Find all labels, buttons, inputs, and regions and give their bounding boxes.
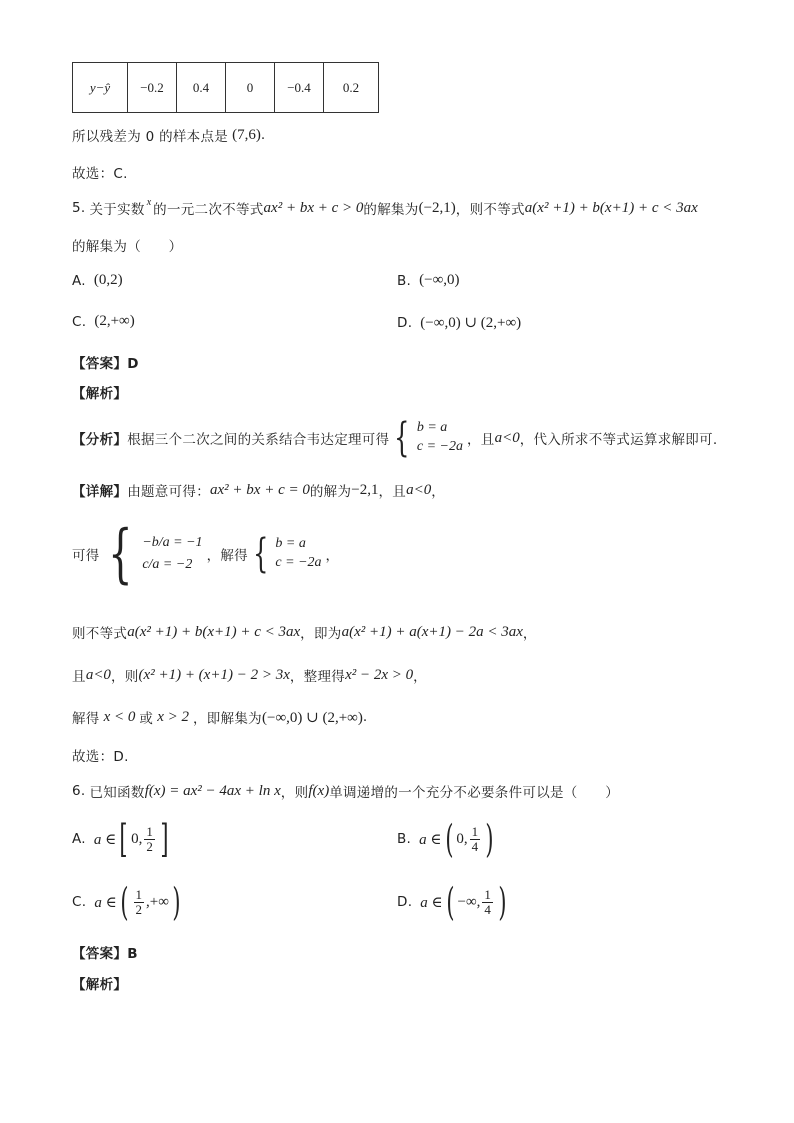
question-6-stem: 6. 已知函数 f(x) = ax² − 4ax + ln x ，则 f(x) 单调递增的一个充分不必要条件可以是（ ） xyxy=(72,782,620,801)
text: ，且 xyxy=(378,484,407,500)
q5-step-2: 且 a<0 ，则 (x² +1) + (x+1) − 2 > 3x ，整理得 x² − 2x > 0 ， xyxy=(72,666,427,685)
equation-system: b = a c = −2a xyxy=(416,420,463,454)
math: (−∞,0) ∪ (2,+∞) xyxy=(261,709,363,726)
option-value: (−∞,0) xyxy=(419,272,460,288)
table-header-cell: y−ŷ xyxy=(73,63,128,113)
text: ，解得 xyxy=(206,548,248,564)
brace-icon: { xyxy=(107,517,133,591)
q6-analysis-title: 【解析】 xyxy=(72,977,128,993)
text: ， xyxy=(431,484,446,500)
q5-option-d[interactable] xyxy=(397,313,521,332)
fraction: $\frac{1}{4}$ xyxy=(471,823,479,854)
fraction: $\frac{1}{4}$ xyxy=(484,886,491,917)
option-value: (0,2) xyxy=(93,272,123,288)
text: 关于实数 xyxy=(89,202,145,218)
text: 根据三个二次之间的关系结合韦达定理可得 xyxy=(127,432,390,448)
option-label: B. xyxy=(397,272,412,289)
math: a(x² +1) + a(x+1) − 2a < 3ax xyxy=(341,623,523,640)
math: (−2,1) xyxy=(418,199,456,216)
q5-xiangjie xyxy=(72,480,445,500)
q5-step-1: 则不等式 a(x² +1) + b(x+1) + c < 3ax ，即为 a(x² +1) + a(x+1) − 2a < 3ax ， xyxy=(72,623,537,642)
paragraph-residual xyxy=(72,125,265,145)
text: . xyxy=(260,127,266,143)
equation-system: −b/a = −1 c/a = −2 xyxy=(142,534,203,572)
option-label: C. xyxy=(72,313,87,330)
q6-option-b[interactable]: B. a ∈ ( 0, $\frac{1}{4}$ ) xyxy=(397,817,494,861)
text: 的解集为 xyxy=(363,202,419,218)
text: 所以残差为 0 的样本点是 xyxy=(72,129,229,145)
q5-final: 故选：D. xyxy=(72,749,129,765)
table-cell: 0.2 xyxy=(324,63,379,113)
fraction: $\frac{1}{2}$ xyxy=(146,823,153,854)
math: a(x² +1) + b(x+1) + c < 3ax xyxy=(524,199,698,216)
label: 【详解】 xyxy=(72,484,128,500)
math: ax² + bx + c = 0 xyxy=(210,481,310,498)
math: a<0 xyxy=(494,429,520,446)
equation-system: b = a c = −2a xyxy=(275,536,322,570)
math: (x² +1) + (x+1) − 2 > 3x xyxy=(138,666,290,683)
q6-answer: 【答案】B xyxy=(72,946,138,962)
q6-option-d[interactable]: D. a ∈ ( −∞, $\frac{1}{4}$ ) xyxy=(397,880,507,924)
math: a(x² +1) + b(x+1) + c < 3ax xyxy=(127,623,301,640)
text: 的解集为（ ） xyxy=(72,239,183,255)
residual-table xyxy=(72,62,379,113)
q5-kede xyxy=(72,517,340,591)
option-value: (−∞,0) ∪ (2,+∞) xyxy=(420,315,522,331)
table-cell: 0 xyxy=(226,63,275,113)
question-number: 5. xyxy=(72,200,86,216)
q5-analysis-title: 【解析】 xyxy=(72,386,128,402)
math: a<0 xyxy=(406,481,432,498)
paragraph-choice-c xyxy=(72,162,128,182)
option-label: D. xyxy=(397,314,413,331)
q5-answer: 【答案】D xyxy=(72,356,139,372)
label: 【分析】 xyxy=(72,432,128,448)
question-5-stem-cont xyxy=(72,235,182,255)
question-5-stem xyxy=(72,198,698,218)
math: x² − 2x > 0 xyxy=(345,666,414,683)
option-label: A. xyxy=(72,831,86,847)
brace-icon: { xyxy=(394,415,410,461)
table-cell: −0.2 xyxy=(128,63,177,113)
brace-icon: { xyxy=(253,531,269,577)
option-value: (2,+∞) xyxy=(94,313,135,329)
math: x > 2 xyxy=(157,708,189,725)
option-label: C. xyxy=(72,894,87,910)
q6-option-c[interactable]: C. a ∈ ( $\frac{1}{2}$ ,+∞ ) xyxy=(72,880,181,924)
math: (7,6) xyxy=(232,126,261,143)
text: ，代入所求不等式运算求解即可. xyxy=(519,432,718,448)
table-cell: 0.4 xyxy=(177,63,226,113)
text: 故选：C. xyxy=(72,166,128,182)
option-label: A. xyxy=(72,272,86,289)
option-label: B. xyxy=(397,831,412,847)
text: 由题意可得： xyxy=(127,484,211,500)
fraction: $\frac{1}{2}$ xyxy=(135,886,143,917)
question-number: 6. xyxy=(72,783,86,799)
text: 的一元二次不等式 xyxy=(153,202,264,218)
text: ，且 xyxy=(466,432,495,448)
q5-step-3: 解得 x < 0 或 x > 2 ，即解集为 (−∞,0) ∪ (2,+∞) . xyxy=(72,708,368,727)
q5-option-a[interactable] xyxy=(72,272,123,289)
text: 的解为 xyxy=(309,484,352,500)
q6-option-a[interactable]: A. a ∈ [ 0, $\frac{1}{2}$ ] xyxy=(72,817,169,861)
math: a<0 xyxy=(85,666,111,683)
math: x < 0 xyxy=(103,708,136,725)
text: 可得 xyxy=(72,548,100,564)
q5-option-b[interactable] xyxy=(397,272,460,289)
q5-option-c[interactable] xyxy=(72,313,135,330)
math: ax² + bx + c > 0 xyxy=(263,199,364,216)
math: x xyxy=(146,196,152,208)
text: ， xyxy=(325,548,340,564)
math: f(x) xyxy=(308,782,330,799)
option-label: D. xyxy=(397,894,413,910)
q5-fenxi xyxy=(72,415,718,461)
text: ，则不等式 xyxy=(455,202,525,218)
table-row xyxy=(73,63,379,113)
math: f(x) = ax² − 4ax + ln x xyxy=(144,782,281,799)
table-cell: −0.4 xyxy=(275,63,324,113)
math: −2,1 xyxy=(351,481,379,498)
